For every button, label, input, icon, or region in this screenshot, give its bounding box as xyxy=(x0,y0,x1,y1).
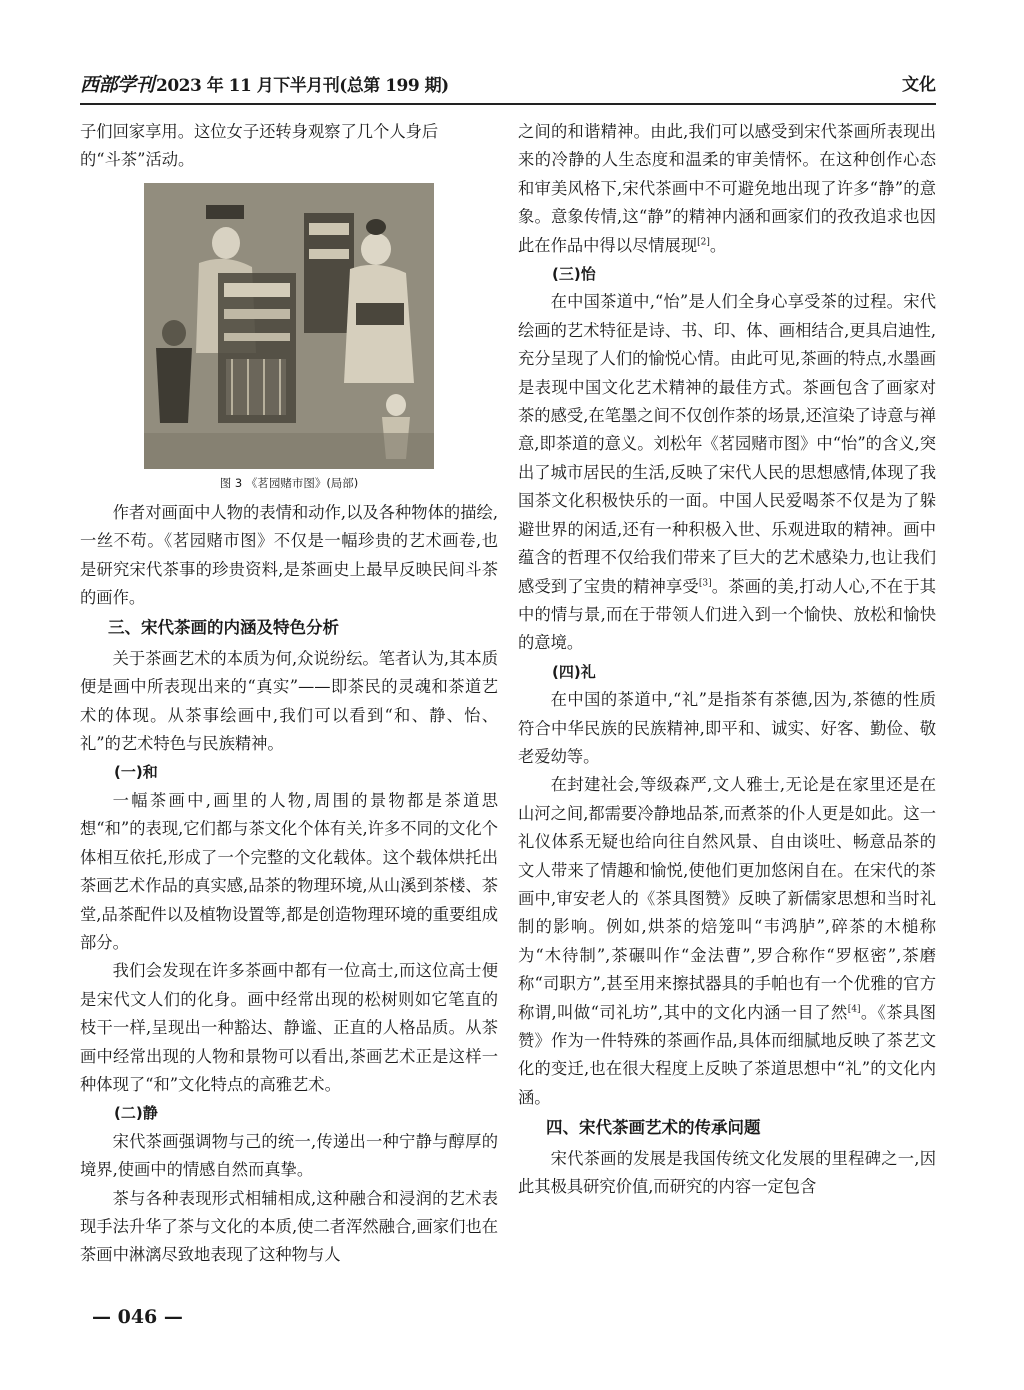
left-column xyxy=(80,118,498,1270)
right-column xyxy=(518,118,936,1201)
journal-masthead xyxy=(80,70,449,97)
section-label: 文化 xyxy=(902,75,936,95)
journal-logo: 西部学刊 xyxy=(80,74,155,96)
paragraph: 茶与各种表现形式相辅相成,这种融合和浸润的艺术表现手法升华了茶与文化的本质,使二者浑然融合,画家们也在茶画中淋漓尽致地表现了这种物与人 xyxy=(80,1188,498,1265)
paragraph: 在中国的茶道中,“礼”是指茶有茶德,因为,茶德的性质符合中华民族的民族精神,即平和、诚实、好客、勤俭、敬老爱幼等。 xyxy=(518,690,936,766)
paragraph-continued: 之间的和谐精神。由此,我们可以感受到宋代茶画所表现出来的冷静的人生态度和温柔的审美情怀。在这种创作心态和审美风格下,宋代茶画中不可避免地出现了许多“静”的意象。意象传情,这“静”的精神内涵和画家们的孜孜追求也因此在作品中得以尽情展现[2]。 xyxy=(518,122,936,255)
page-number: — 046 — xyxy=(92,1306,183,1328)
running-header xyxy=(80,70,936,100)
painting-image xyxy=(144,183,434,469)
subsection-heading: (一)和 xyxy=(114,763,158,782)
header-rule xyxy=(80,103,936,105)
reference-mark: [4] xyxy=(847,1004,861,1015)
paragraph: 作者对画面中人物的表情和动作,以及各种物体的描绘,一丝不苟。《茗园赌市图》不仅是一幅珍贵的艺术画卷,也是研究宋代茶事的珍贵资料,是茶画史上最早反映民间斗茶的画作。 xyxy=(80,502,498,608)
paragraph: 在封建社会,等级森严,文人雅士,无论是在家里还是在山河之间,都需要冷静地品茶,而煮茶的仆人更是如此。这一礼仪体系无疑也给向往自然风景、自由谈吐、畅意品茶的文人带来了情趣和愉悦,使他们更加悠闲自在。在宋代的茶画中,审安老人的《茶具图赞》反映了新儒家思想和当时礼制的影响。例如,烘茶的焙笼叫“韦鸿胪”,碎茶的木槌称为“木待制”,茶碾叫作“金法曹”,罗合称作“罗枢密”,茶磨称“司职方”,甚至用来擦拭器具的手帕也有一个优雅的官方称谓,叫做“司礼坊”,其中的文化内涵一目了然[4]。《茶具图赞》作为一件特殊的茶画作品,具体而细腻地反映了茶艺文化的变迁,也在很大程度上反映了茶道思想中“礼”的文化内涵。 xyxy=(518,775,937,1107)
figure-caption: 图 3 《茗园赌市图》(局部) xyxy=(219,475,359,490)
subsection-heading: (三)怡 xyxy=(552,265,596,284)
issue-info: 2023 年 11 月下半月刊(总第 199 期) xyxy=(156,76,449,96)
subsection-heading: (四)礼 xyxy=(552,662,596,681)
paragraph: 宋代茶画强调物与己的统一,传递出一种宁静与醇厚的境界,使画中的情感自然而真挚。 xyxy=(80,1131,498,1180)
paragraph: 在中国茶道中,“怡”是人们全身心享受茶的过程。宋代绘画的艺术特征是诗、书、印、体、画相结合,更具启迪性,充分呈现了人们的愉悦心情。由此可见,茶画的特点,水墨画是表现中国文化艺术精神的最佳方式。茶画包含了画家对茶的感受,在笔墨之间不仅创作茶的场景,还渲染了诗意与禅意,即茶道的意义。刘松年《茗园赌市图》中“怡”的含义,突出了城市居民的生活,反映了宋代人民的思想感情,体现了我国茶文化积极快乐的一面。中国人民爱喝茶不仅是为了躲避世界的闲适,还有一种积极入世、乐观进取的精神。画中蕴含的哲理不仅给我们带来了巨大的艺术感染力,也让我们感受到了宝贵的精神享受[3]。茶画的美,打动人心,不在于其中的情与景,而在于带领人们进入到一个愉快、放松和愉快的意境。 xyxy=(518,292,936,653)
paragraph: 我们会发现在许多茶画中都有一位高士,而这位高士便是宋代文人们的化身。画中经常出现的松树则如它笔直的枝干一样,呈现出一种豁达、静谧、正直的人格品质。从茶画中经常出现的人物和景物可以看出,茶画艺术正是这样一种体现了“和”文化特点的高雅艺术。 xyxy=(80,961,498,1094)
paragraph: 一幅茶画中,画里的人物,周围的景物都是茶道思想“和”的表现,它们都与茶文化个体有关,许多不同的文化个体相互依托,形成了一个完整的文化载体。这个载体烘托出茶画艺术作品的真实感,品茶的物理环境,从山溪到茶楼、茶堂,品茶配件以及植物设置等,都是创造物理环境的重要组成部分。 xyxy=(80,790,498,952)
reference-mark: [3] xyxy=(698,578,712,589)
reference-mark: [2] xyxy=(697,237,710,248)
subsection-heading: (二)静 xyxy=(114,1104,158,1123)
paragraph: 宋代茶画的发展是我国传统文化发展的里程碑之一,因此其极具研究价值,而研究的内容一定包含 xyxy=(518,1148,936,1197)
section-heading: 三、宋代茶画的内涵及特色分析 xyxy=(108,618,339,638)
painting-illustration xyxy=(144,183,434,469)
paragraph-continued: 子们回家享用。这位女子还转身观察了几个人身后 的“斗茶”活动。 xyxy=(80,122,439,170)
section-heading: 四、宋代茶画艺术的传承问题 xyxy=(546,1118,761,1138)
paragraph: 关于茶画艺术的本质为何,众说纷纭。笔者认为,其本质便是画中所表现出来的“真实”——即茶民的灵魂和茶道艺术的体现。从茶事绘画中,我们可以看到“和、静、怡、礼”的艺术特色与民族精神。 xyxy=(80,648,498,754)
